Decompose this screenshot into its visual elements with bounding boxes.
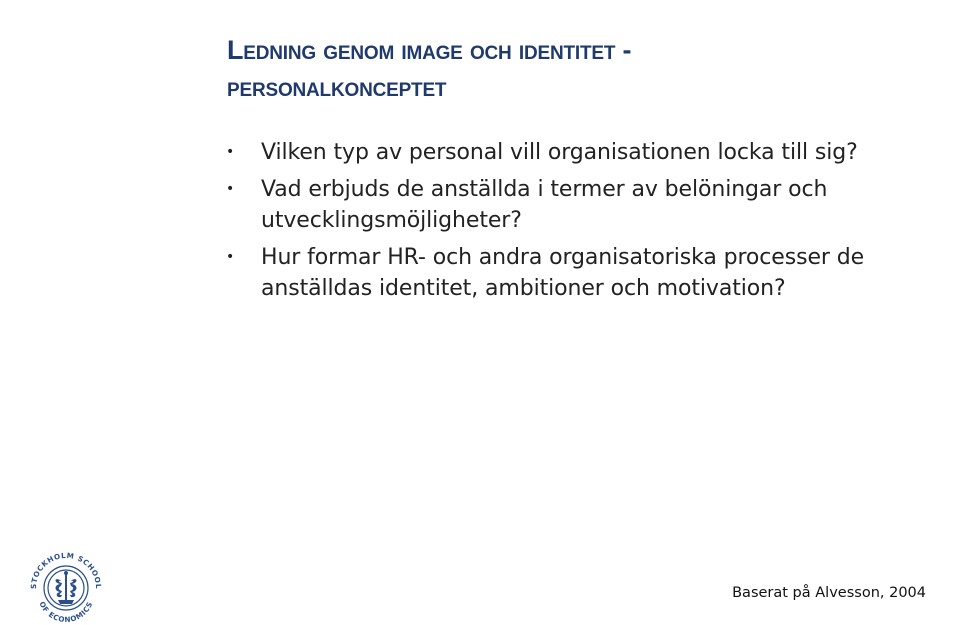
bullet-text: Hur formar HR- och andra organisatoriska processer de anställdas identitet, ambitioner och motivation? — [261, 245, 865, 301]
bullet-dot-icon: • — [226, 181, 235, 197]
seal-text-top: STOCKHOLM SCHOOL — [28, 550, 104, 590]
bullet-item — [225, 137, 925, 168]
slide-title — [227, 32, 927, 106]
seal-text-bottom: OF ECONOMICS — [37, 599, 95, 622]
bullet-text: Vilken typ av personal vill organisationen locka till sig? — [261, 140, 858, 165]
stockholm-school-of-economics-seal-icon — [24, 550, 108, 622]
slide-title-line-1: Ledning genom image och identitet - — [227, 35, 632, 66]
bullet-list — [225, 137, 925, 310]
bullet-item — [225, 174, 925, 236]
source-note: Baserat på Alvesson, 2004 — [732, 585, 926, 601]
bullet-item — [225, 242, 925, 304]
slide-title-line-2: personalkonceptet — [227, 72, 447, 103]
bullet-text: Vad erbjuds de anställda i termer av belöningar och utvecklingsmöjligheter? — [261, 177, 828, 233]
bullet-dot-icon: • — [226, 249, 235, 265]
bullet-dot-icon: • — [226, 144, 235, 160]
